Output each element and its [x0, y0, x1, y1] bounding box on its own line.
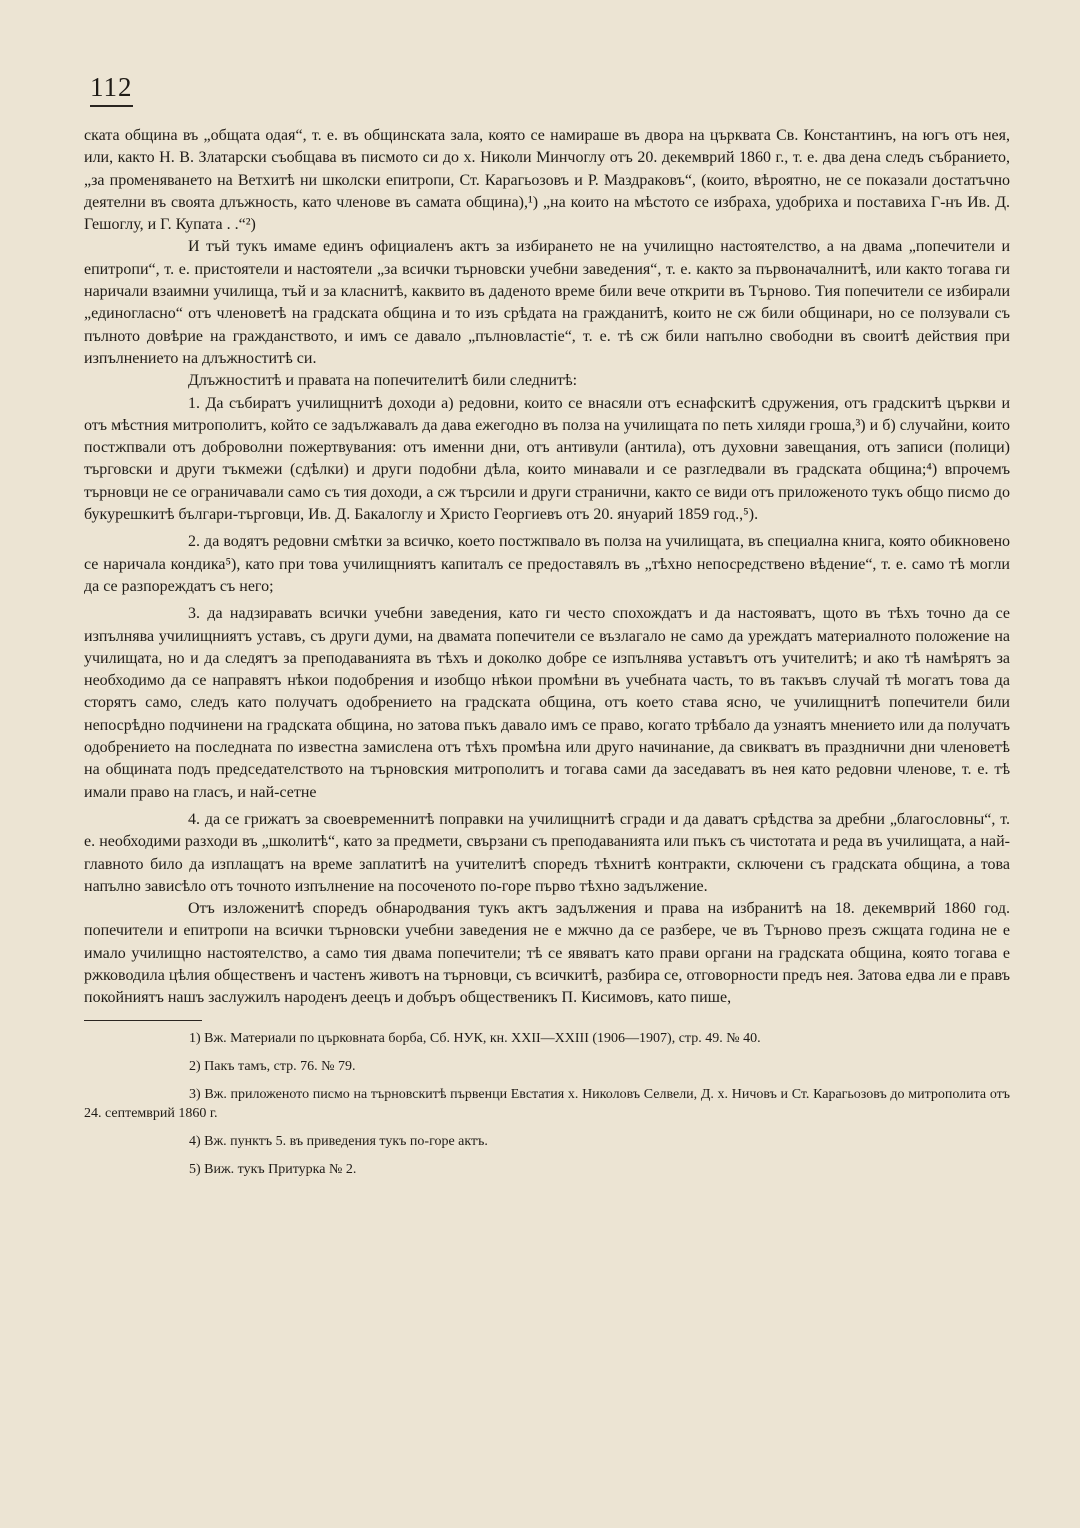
footnote-divider: [84, 1020, 202, 1021]
paragraph-continuation: ската община въ „общата одая“, т. е. въ общинската зала, която се намираше въ двора на църквата Св. Константинъ, на югъ отъ нея, или, както Н. В. Златарски съобщава въ писмото си до х. Николи Минчоглу отъ 20. декемврий 1860 г., т. е. два дена следъ събранието, „за променяването на Ветхитѣ ни школски епитропи, Ст. Карагьозовъ и Р. Маздраковъ“, (които, вѣроятно, не се показали достатъчно деятелни въ своята длъжность, като членове въ самата община),¹) „на които на мѣстото се избраха, удобриха и поставиха Г-нъ Ив. Д. Гешоглу, и Г. Купата . .“²): [84, 127, 1010, 234]
footnote-1: 1) Вж. Материали по църковната борба, Сб. НУК, кн. XXII—XXIII (1906—1907), стр. 49. № 40.: [189, 1030, 761, 1046]
footnote-2: 2) Пакъ тамъ, стр. 76. № 79.: [189, 1058, 356, 1074]
footnotes: [84, 1029, 1010, 1179]
page-number: 112: [90, 72, 133, 107]
footnote-5: 5) Виж. тукъ Притурка № 2.: [189, 1161, 357, 1177]
footnote-4: 4) Вж. пунктъ 5. въ приведения тукъ по-горе актъ.: [189, 1133, 488, 1149]
paragraph-duty-1: 1. Да събиратъ училищнитѣ доходи а) редовни, които се внасяли отъ еснафскитѣ сдружения, отъ градскитѣ църкви и отъ мѣстния митрополитъ, който се задължавалъ да дава ежегодно въ полза на училищата по петь хиляди гроша,³) и б) случайни, които постжпвали отъ доброволни пожертвувания: отъ именни дни, отъ антивули (антила), отъ духовни завещания, отъ записи (полици) търговски и други тъкмежи (сдѣлки) и други подобни дѣла, които минавали и се разгледвали въ градската община;⁴) впрочемъ търновци не се ограничавали само съ тия доходи, а сж търсили и други странични, както се види отъ приложеното тукъ общо писмо до букурешкитѣ българи-търговци, Ив. Д. Бакалоглу и Христо Георгиевъ отъ 20. януарий 1859 год.,⁵).: [84, 394, 1010, 524]
paragraph-conclusion: Отъ изложенитѣ споредъ обнародвания тукъ актъ задължения и права на избранитѣ на 18. декемврий 1860 год. попечители и епитропи на всички търновски учебни заведения не е мжчно да се разбере, че въ Търново презъ сжщата година не е имало училищно настоятелство, а само тия двама попечители; тѣ се явяватъ като прави органи на градската община, която тогава е ржководила цѣлия общественъ и частенъ животъ на търновци, съ всичкитѣ, разбира се, отговорности предъ нея. Затова едва ли е правъ покойниятъ нашъ заслужилъ народенъ деецъ и добъръ общественикъ П. Кисимовъ, като пише,: [84, 900, 1010, 1007]
footnote-3: 3) Вж. приложеното писмо на търновскитѣ първенци Евстатия х. Николовъ Селвели, Д. х. Ничовъ и Ст. Карагьозовъ до митрополита отъ 24. септемврий 1860 г.: [84, 1086, 1010, 1121]
body-text: [84, 125, 1010, 1010]
paragraph-duties-intro: Длъжноститѣ и правата на попечителитѣ били следнитѣ:: [188, 372, 578, 390]
paragraph-duty-3: 3. да надзиравать всички учебни заведения, като ги често спохождатъ и да настояватъ, щото въ тѣхъ точно да се изпълнява училищниятъ уставъ, съ други думи, на двамата попечители се възлагало не само да уреждатъ материалното положение на училищата, но и да следятъ за преподаванията въ тѣхъ и доколко добре се изпълнява уставътъ отъ учителитѣ; и ако тѣ намѣрятъ за необходимо да се направятъ нѣкои подобрения и изобщо нѣкои промѣни въ учебната часть, то въ такъвъ случай тѣ могатъ това да сторятъ само, следъ като получатъ одобрението на градската община, отъ което става ясно, че училищнитѣ попечители били непосрѣдно подчинени на градската община, но затова пъкъ давало имъ се право, когато трѣбало да узнаятъ мнението или да получатъ одобрението на последната по известна замислена отъ тѣхъ промѣна или друго начинание, да свикватъ въ празднични дни членоветѣ на общината подъ председателството на търновския митрополитъ и тогава сами да заседаватъ въ нея като редовни членове, т. е. тѣ имали право на гласъ, и най-сетне: [84, 605, 1010, 801]
paragraph-official-act: И тъй тукъ имаме единъ официаленъ актъ за избирането не на училищно настоятелство, а на двама „попечители и епитропи“, т. е. пристоятели и настоятели „за всички търновски учебни заведения“, т. е. както за първоначалнитѣ, или както тогава ги наричали взаимни училища, тъй и за класнитѣ, каквито въ даденото време били вече открити въ Търново. Тия попечители се избирали „единогласно“ отъ членоветѣ на градската община и то изъ срѣдата на гражданитѣ, които не сж били общинари, но се ползували съ пълното довѣрие на гражданството, и имъ се давало „пълновластіе“, т. е. тѣ сж били напълно свободни въ своитѣ действия при изпълнението на длъжноститѣ си.: [84, 238, 1010, 367]
paragraph-duty-2: 2. да водятъ редовни смѣтки за всичко, което постжпвало въ полза на училищата, въ специална книга, която обикновено се наричала кондика⁵), като при това училищниятъ капиталъ се предоставялъ въ „тѣхно непосредствено вѣдение“, т. е. само тѣ могли да се разпореждатъ съ него;: [84, 533, 1010, 595]
paragraph-duty-4: 4. да се грижатъ за своевременнитѣ поправки на училищнитѣ сгради и да даватъ срѣдства за дребни „благословны“, т. е. необходими разходи въ „школитѣ“, като за предмети, свързани съ преподаванията или пъкъ съ чистотата и реда въ училищата, а най-главното било да изплащатъ на време заплатитѣ на учителитѣ споредъ тѣхнитѣ контракти, сключени съ градската община, а това напълно зависѣло отъ точното изпълнение на посоченото по-горе първо тѣхно задължение.: [84, 810, 1010, 895]
